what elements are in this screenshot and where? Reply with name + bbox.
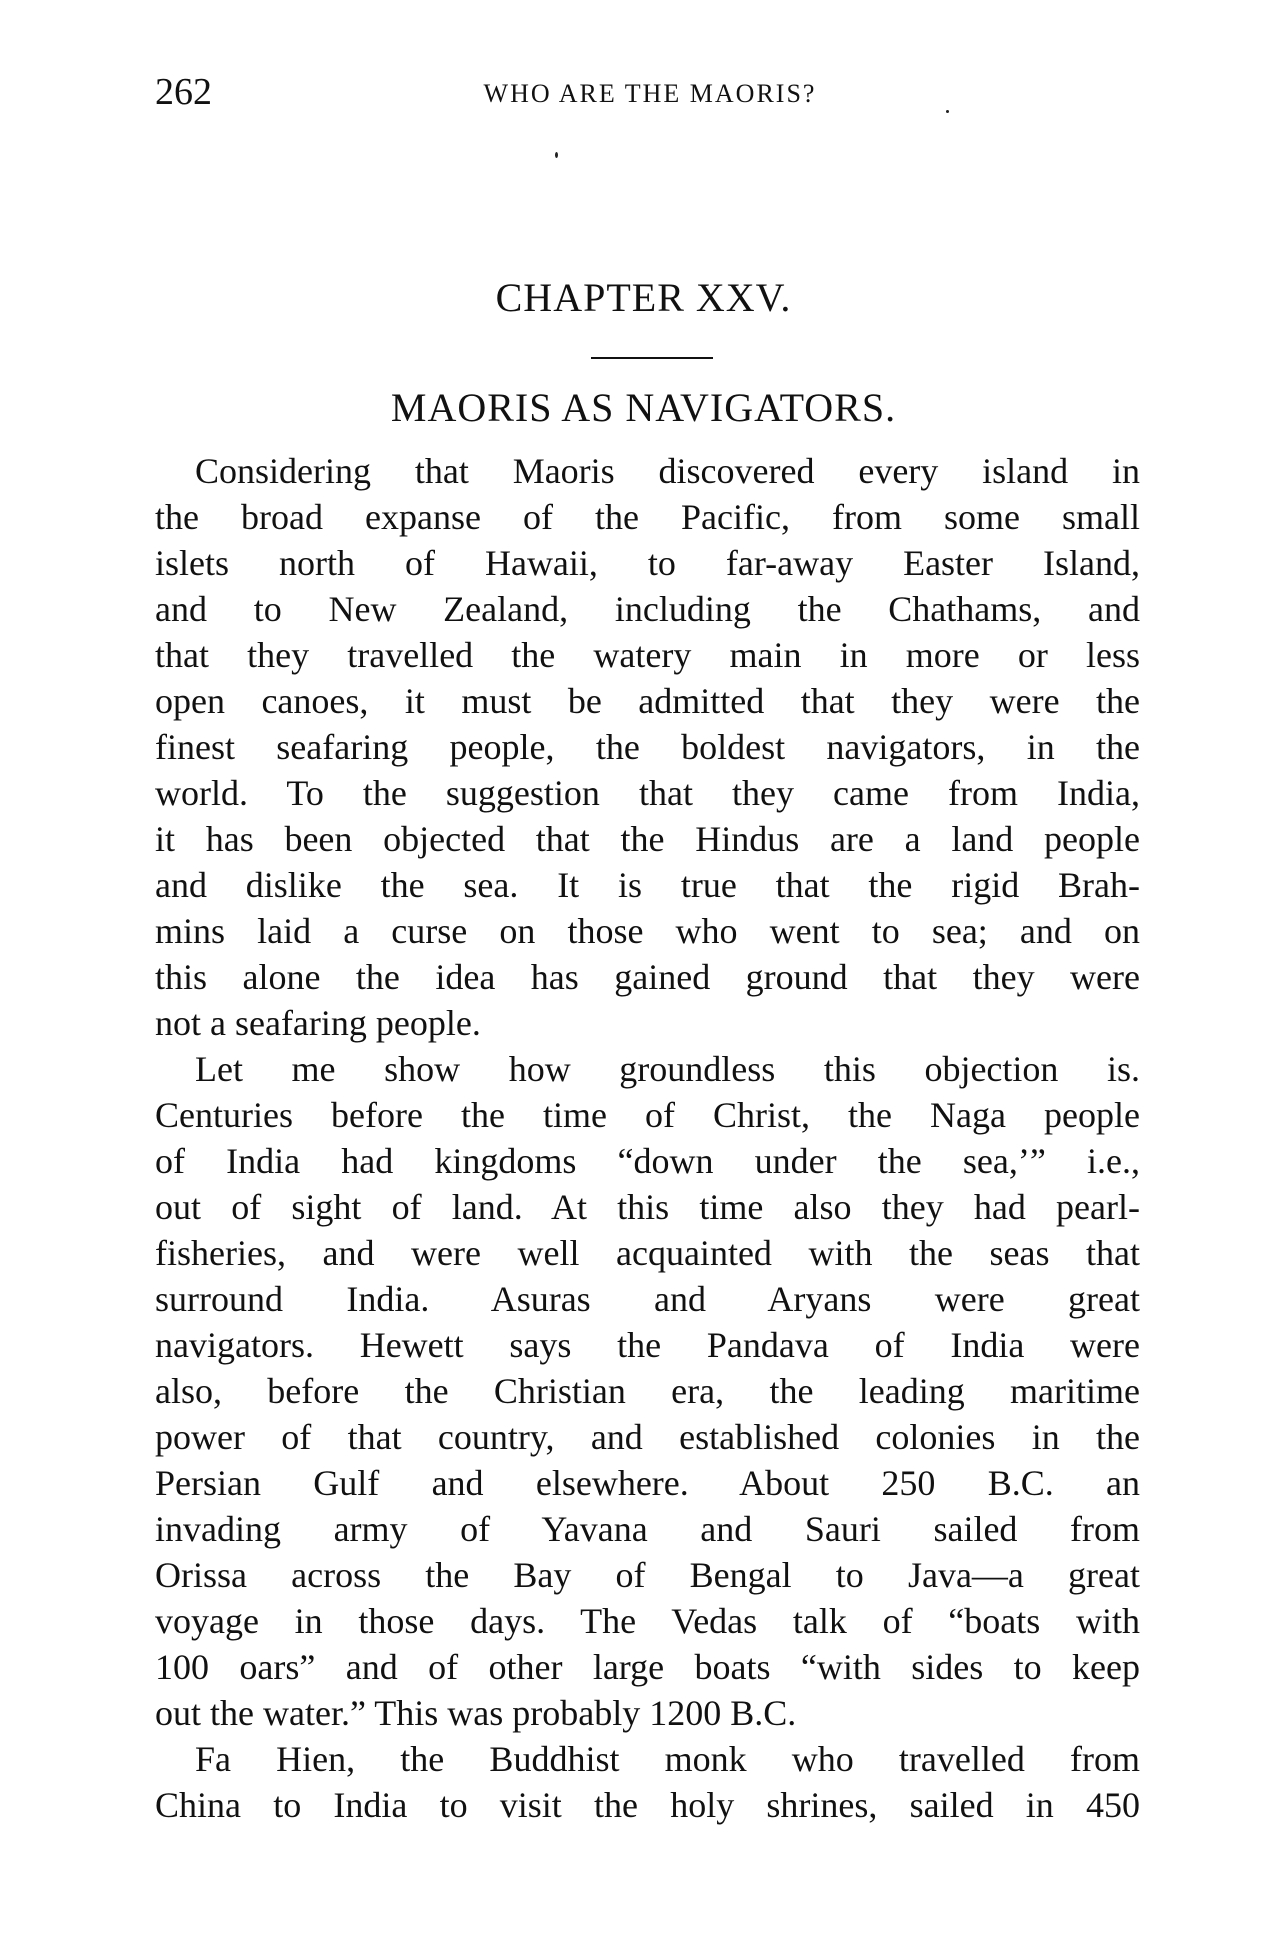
chapter-body (155, 448, 1140, 1828)
text-line: China to India to visit the holy shrines, sailed in 450 (155, 1785, 1140, 1825)
chapter-rule (591, 357, 713, 359)
text-line: Centuries before the time of Christ, the Naga people (155, 1095, 1140, 1135)
text-line: Orissa across the Bay of Bengal to Java—a great (155, 1555, 1140, 1595)
running-title: WHO ARE THE MAORIS? (483, 79, 817, 108)
text-line: it has been objected that the Hindus are a land people (155, 819, 1140, 859)
chapter-label: CHAPTER XXV. (495, 275, 792, 320)
running-head (155, 68, 1145, 116)
page-number: 262 (155, 71, 212, 113)
text-line: world. To the suggestion that they came from India, (155, 773, 1140, 813)
text-line: fisheries, and were well acquainted with the seas that (155, 1233, 1140, 1273)
text-line: mins laid a curse on those who went to sea; and on (155, 911, 1140, 951)
text-line: the broad expanse of the Pacific, from some small (155, 497, 1140, 537)
text-line: and dislike the sea. It is true that the rigid Brah- (155, 865, 1140, 905)
text-line: of India had kingdoms “down under the sea,’” i.e., (155, 1141, 1140, 1181)
text-line: finest seafaring people, the boldest navigators, in the (155, 727, 1140, 767)
text-line: Let me show how groundless this objection is. (195, 1049, 1140, 1089)
text-line: not a seafaring people. (155, 1003, 481, 1043)
text-line: invading army of Yavana and Sauri sailed from (155, 1509, 1140, 1549)
text-line: 100 oars” and of other large boats “with sides to keep (155, 1647, 1140, 1687)
text-line: power of that country, and established colonies in the (155, 1417, 1140, 1457)
text-line: out the water.” This was probably 1200 B.C. (155, 1693, 797, 1733)
text-line: islets north of Hawaii, to far-away Easter Island, (155, 543, 1140, 583)
text-line: surround India. Asuras and Aryans were great (155, 1279, 1140, 1319)
text-line: voyage in those days. The Vedas talk of “boats with (155, 1601, 1140, 1641)
text-line: out of sight of land. At this time also they had pearl- (155, 1187, 1140, 1227)
text-line: open canoes, it must be admitted that they were the (155, 681, 1140, 721)
text-line: Persian Gulf and elsewhere. About 250 B.C. an (155, 1463, 1140, 1503)
text-line: also, before the Christian era, the leading maritime (155, 1371, 1140, 1411)
text-line: Fa Hien, the Buddhist monk who travelled from (195, 1739, 1140, 1779)
print-speck (946, 110, 949, 113)
text-line: and to New Zealand, including the Chathams, and (155, 589, 1140, 629)
text-line: that they travelled the watery main in more or less (155, 635, 1140, 675)
print-speck (555, 152, 558, 158)
chapter-title: MAORIS AS NAVIGATORS. (390, 385, 897, 430)
text-line: navigators. Hewett says the Pandava of India were (155, 1325, 1140, 1365)
text-line: Considering that Maoris discovered every island in (195, 451, 1140, 491)
text-line: this alone the idea has gained ground that they were (155, 957, 1140, 997)
